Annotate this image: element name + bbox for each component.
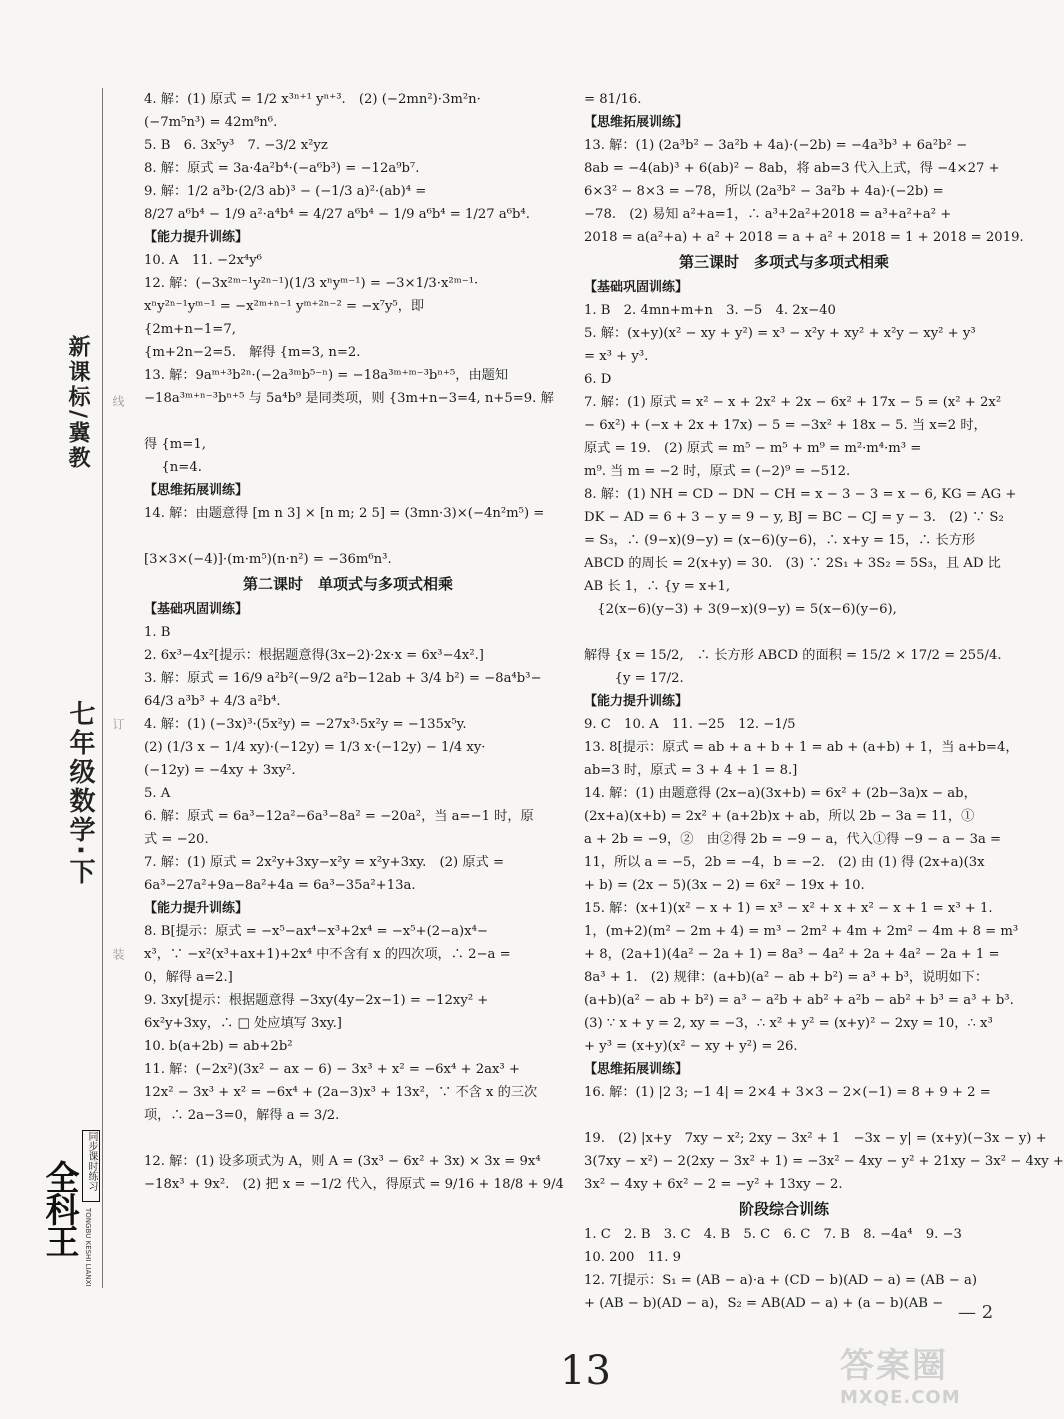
answer-line	[144, 525, 552, 548]
answer-line: 10. 200 11. 9	[584, 1250, 682, 1265]
right-answer-column	[584, 88, 1064, 1315]
answer-line: 6×3² − 8×3 = −78，所以 (2a³b² − 3a²b + 4a)·(−2b) =	[584, 184, 944, 199]
answer-line: 64/3 a³b³ + 4/3 a²b⁴.	[144, 694, 281, 709]
answer-line: + y³ = (x+y)(x² − xy + y²) = 26.	[584, 1039, 798, 1054]
answer-line: {n=4.	[144, 460, 202, 475]
cut-mark-ding: 订	[111, 718, 125, 730]
answer-line: 7. 解：(1) 原式 = x² − x + 2x² + 2x − 6x² + 17x − 5 = (x² + 2x²	[584, 395, 1002, 410]
answer-line: = x³ + y³.	[584, 349, 649, 364]
lesson-title: 第二课时 单项式与多项式相乘	[242, 575, 453, 593]
answer-line: 9. C 10. A 11. −25 12. −1/5	[584, 717, 796, 732]
answer-line: 式 = −20.	[144, 832, 209, 847]
answer-line: 8. 解：原式 = 3a·4a²b⁴·(−a⁶b³) = −12a⁹b⁷.	[144, 161, 420, 176]
answer-line: 11，所以 a = −5，2b = −4，b = −2. (2) 由 (1) 得 (2x+a)(3x	[584, 855, 985, 870]
answer-line: = 81/16.	[584, 92, 642, 107]
edge-mark: — 2	[958, 1302, 994, 1323]
answer-line: 10. b(a+2b) = ab+2b²	[144, 1039, 293, 1054]
answer-line: 1. B	[144, 625, 171, 640]
answer-line: 6. 解：原式 = 6a³−12a²−6a³−8a² = −20a²，当 a=−1 时，原	[144, 809, 534, 824]
answer-line: 4. 解：(1) 原式 = 1/2 x³ⁿ⁺¹ yⁿ⁺³. (2) (−2mn²)·3m²n·	[144, 92, 481, 107]
answer-line: 得 {m=1,	[144, 437, 206, 452]
answer-line: 8. 解：(1) NH = CD − DN − CH = x − 3 − 3 = x − 6, KG = AG +	[584, 487, 1017, 502]
answer-line: 14. 解：(1) 由题意得 (2x−a)(3x+b) = 6x² + (2b−3a)x − ab，	[584, 786, 977, 801]
answer-line: (a+b)(a² − ab + b²) = a³ − a²b + ab² + a²b − ab² + b³ = a³ + b³.	[584, 993, 1014, 1008]
watermark-logo	[840, 1338, 990, 1413]
answer-line: 3(7xy − x²) − 2(2xy − 3x² + 1) = −3x² − 4xy − y² + 21xy − 3x² − 4xy +	[584, 1154, 1064, 1169]
answer-line: 6. D	[584, 372, 612, 387]
binding-line	[102, 88, 103, 1288]
answer-line: 14. 解：由题意得 [m n 3] × [n m; 2 5] = (3mn·3)×(−4n²m⁵) =	[144, 506, 545, 521]
answer-line: −18x³ + 9x². (2) 把 x = −1/2 代入，得原式 = 9/16 + 18/8 + 9/4	[144, 1177, 564, 1192]
section-heading: 【能力提升训练】	[144, 901, 249, 916]
answer-line: {2(x−6)(y−3) + 3(9−x)(9−y) = 5(x−6)(y−6),	[584, 602, 897, 617]
section-heading: 【基础巩固训练】	[144, 602, 249, 617]
answer-line: (−12y) = −4xy + 3xy².	[144, 763, 296, 778]
section-heading: 【能力提升训练】	[584, 694, 689, 709]
lesson-title: 阶段综合训练	[738, 1200, 829, 1218]
publisher-logo	[39, 1130, 98, 1300]
book-spine	[0, 0, 125, 1419]
answer-line: ab=3 时，原式 = 3 + 4 + 1 = 8.]	[584, 763, 798, 778]
lesson-title: 第三课时 多项式与多项式相乘	[678, 253, 889, 271]
answer-line: + b) = (2x − 5)(3x − 2) = 6x² − 19x + 10.	[584, 878, 865, 893]
answer-line: 项，∴ 2a−3=0，解得 a = 3/2.	[144, 1108, 340, 1123]
answer-line: 2018 = a(a²+a) + a² + 2018 = a + a² + 2018 = 1 + 2018 = 2019.	[584, 230, 1024, 245]
answer-line: + 8，(2a+1)(4a² − 2a + 1) = 8a³ − 4a² + 2a + 4a² − 2a + 1 =	[584, 947, 1000, 962]
section-heading: 【思维拓展训练】	[144, 483, 249, 498]
answer-line: (2) (1/3 x − 1/4 xy)·(−12y) = 1/3 x·(−12y) − 1/4 xy·	[144, 740, 486, 755]
answer-line: 1. C 2. B 3. C 4. B 5. C 6. C 7. B 8. −4a⁴ 9. −3	[584, 1227, 962, 1242]
answer-line: 3. 解：原式 = 16/9 a²b²(−9/2 a²b−12ab + 3/4 b²) = −8a⁴b³−	[144, 671, 542, 686]
answer-line: (3) ∵ x + y = 2, xy = −3，∴ x² + y² = (x+y)² − 2xy = 10，∴ x³	[584, 1016, 993, 1031]
page-number: 13	[560, 1348, 611, 1394]
answer-line: 5. 解：(x+y)(x² − xy + y²) = x³ − x²y + xy² + x²y − xy² + y³	[584, 326, 976, 341]
answer-line: 9. 3xy[提示：根据题意得 −3xy(4y−2x−1) = −12xy² +	[144, 993, 489, 1008]
answer-line: [3×3×(−4)]·(m·m⁵)(n·n²) = −36m⁶n³.	[144, 552, 392, 567]
cut-mark-zhuang: 装	[111, 948, 125, 960]
answer-line: 6x²y+3xy，∴ □ 处应填写 3xy.]	[144, 1016, 342, 1031]
answer-line: 12. 解：(−3x²ᵐ⁻¹y²ⁿ⁻¹)(1/3 xⁿyᵐ⁻¹) = −3×1/3·x²ᵐ⁻¹·	[144, 276, 479, 291]
answer-line: −18a³ᵐ⁺ⁿ⁻³bⁿ⁺⁵ 与 5a⁴b⁹ 是同类项，则 {3m+n−3=4, n+5=9. 解	[144, 391, 554, 406]
answer-line: 15. 解：(x+1)(x² − x + 1) = x³ − x² + x + x² − x + 1 = x³ + 1.	[584, 901, 993, 916]
section-heading: 【思维拓展训练】	[584, 115, 689, 130]
answer-line: 8. B[提示：原式 = −x⁵−ax⁴−x³+2x⁴ = −x⁵+(2−a)x⁴−	[144, 924, 488, 939]
answer-line	[144, 410, 552, 433]
answer-line: ABCD 的周长 = 2(x+y) = 30. (3) ∵ 2S₁ + 3S₂ = 5S₃，且 AD 比	[584, 556, 1001, 571]
answer-line: = S₃，∴ (9−x)(9−y) = (x−6)(y−6)，∴ x+y = 15，∴ 长方形	[584, 533, 976, 548]
answer-line: + (AB − b)(AD − a)，S₂ = AB(AD − a) + (a − b)(AB −	[584, 1296, 944, 1311]
answer-line: m⁹. 当 m = −2 时，原式 = (−2)⁹ = −512.	[584, 464, 851, 479]
answer-line: −78. (2) 易知 a²+a=1，∴ a³+2a²+2018 = a³+a²+a² +	[584, 207, 952, 222]
answer-line: 19. (2) |x+y 7xy − x²; 2xy − 3x² + 1 −3x − y| = (x+y)(−3x − y) +	[584, 1131, 1047, 1146]
answer-line: a + 2b = −9，② 由②得 2b = −9 − a，代入①得 −9 − a − 3a =	[584, 832, 1002, 847]
answer-line: 1. B 2. 4mn+m+n 3. −5 4. 2x−40	[584, 303, 836, 318]
answer-line: {m+2n−2=5. 解得 {m=3, n=2.	[144, 345, 361, 360]
answer-line: 2. 6x³−4x²[提示：根据题意得(3x−2)·2x·x = 6x³−4x².]	[144, 648, 484, 663]
answer-line: 9. 解：1/2 a³b·(2/3 ab)³ − (−1/3 a)²·(ab)⁴ =	[144, 184, 427, 199]
logo-subtitle: 同步课时练习	[82, 1130, 100, 1202]
answer-line: 原式 = 19. (2) 原式 = m⁵ − m⁵ + m⁹ = m²·m⁴·m³ =	[584, 441, 922, 456]
watermark-en: MXQE.COM	[840, 1387, 961, 1408]
answer-line: 12. 解：(1) 设多项式为 A，则 A = (3x³ − 6x² + 3x) × 3x = 9x⁴	[144, 1154, 541, 1169]
answer-line: 解得 {x = 15/2, ∴ 长方形 ABCD 的面积 = 15/2 × 17/2 = 255/4.	[584, 648, 1002, 663]
cut-mark-line: 线	[111, 395, 125, 407]
answer-line: 4. 解：(1) (−3x)³·(5x²y) = −27x³·5x²y = −135x⁵y.	[144, 717, 467, 732]
grade-label: 七年级数学·下	[65, 700, 95, 887]
answer-line: 5. B 6. 3x⁵y³ 7. −3/2 x²yz	[144, 138, 328, 153]
answer-line: 8/27 a⁶b⁴ − 1/9 a²·a⁴b⁴ = 4/27 a⁶b⁴ − 1/9 a⁶b⁴ = 1/27 a⁶b⁴.	[144, 207, 530, 222]
answer-line: {y = 17/2.	[584, 671, 684, 686]
answer-line: 8a³ + 1. (2) 规律：(a+b)(a² − ab + b²) = a³ + b³，说明如下：	[584, 970, 989, 985]
series-label: 新课标/冀教	[65, 335, 90, 472]
answer-line	[144, 1127, 552, 1150]
section-heading: 【基础巩固训练】	[584, 280, 689, 295]
answer-line: 16. 解：(1) |2 3; −1 4| = 2×4 + 3×3 − 2×(−1) = 8 + 9 + 2 =	[584, 1085, 991, 1100]
answer-line: 3x² − 4xy + 6x² − 2 = −y² + 13xy − 2.	[584, 1177, 843, 1192]
answer-line: (2x+a)(x+b) = 2x² + (a+2b)x + ab，所以 2b − 3a = 11，①	[584, 809, 975, 824]
answer-line: {2m+n−1=7,	[144, 322, 236, 337]
logo-title: 全科王	[39, 1160, 79, 1256]
answer-line: DK − AD = 6 + 3 − y = 9 − y, BJ = BC − CJ = y − 3. (2) ∵ S₂	[584, 510, 1004, 525]
answer-line: (−7m⁵n³) = 42m⁸n⁶.	[144, 115, 278, 130]
answer-line: 8ab = −4(ab)³ + 6(ab)² − 8ab，将 ab=3 代入上式，得 −4×27 +	[584, 161, 1000, 176]
answer-line: 13. 8[提示：原式 = ab + a + b + 1 = ab + (a+b) + 1，当 a+b=4，	[584, 740, 1019, 755]
answer-line: 7. 解：(1) 原式 = 2x²y+3xy−x²y = x²y+3xy. (2) 原式 =	[144, 855, 504, 870]
answer-line: − 6x²) + (−x + 2x + 17x) − 5 = −3x² + 18x − 5. 当 x=2 时，	[584, 418, 987, 433]
answer-line: 13. 解：9aᵐ⁺³b²ⁿ·(−2a³ᵐb⁵⁻ⁿ) = −18a³ᵐ⁺ᵐ⁻³bⁿ⁺⁵，由题知	[144, 368, 509, 383]
logo-english: TONGBU KESHI LIANXI	[84, 1208, 92, 1287]
answer-line: 10. A 11. −2x⁴y⁶	[144, 253, 262, 268]
answer-line: x³，∵ −x²(x³+ax+1)+2x⁴ 中不含有 x 的四次项，∴ 2−a =	[144, 947, 511, 962]
answer-line	[584, 1104, 984, 1127]
answer-line: 12x² − 3x³ + x² = −6x⁴ + (2a−3)x³ + 13x²，∵ 不含 x 的三次	[144, 1085, 538, 1100]
section-heading: 【能力提升训练】	[144, 230, 249, 245]
section-heading: 【思维拓展训练】	[584, 1062, 689, 1077]
answer-line: 5. A	[144, 786, 171, 801]
left-answer-column	[144, 88, 564, 1196]
watermark-cn: 答案圈	[840, 1346, 948, 1386]
answer-line: 12. 7[提示：S₁ = (AB − a)·a + (CD − b)(AD − a) = (AB − a)	[584, 1273, 978, 1288]
answer-line	[584, 621, 984, 644]
answer-line: xⁿy²ⁿ⁻¹yᵐ⁻¹ = −x²ᵐ⁺ⁿ⁻¹ yᵐ⁺²ⁿ⁻² = −x⁷y⁵，即	[144, 299, 425, 314]
answer-line: 6a³−27a²+9a−8a²+4a = 6a³−35a²+13a.	[144, 878, 416, 893]
answer-line: 1，(m+2)(m² − 2m + 4) = m³ − 2m² + 4m + 2m² − 4m + 8 = m³	[584, 924, 1019, 939]
answer-line: 11. 解：(−2x²)(3x² − ax − 6) − 3x³ + x² = −6x⁴ + 2ax³ +	[144, 1062, 520, 1077]
answer-line: AB 长 1，∴ {y = x+1,	[584, 579, 731, 594]
answer-line: 13. 解：(1) (2a³b² − 3a²b + 4a)·(−2b) = −4a³b³ + 6a²b² −	[584, 138, 968, 153]
answer-line: 0，解得 a=2.]	[144, 970, 233, 985]
